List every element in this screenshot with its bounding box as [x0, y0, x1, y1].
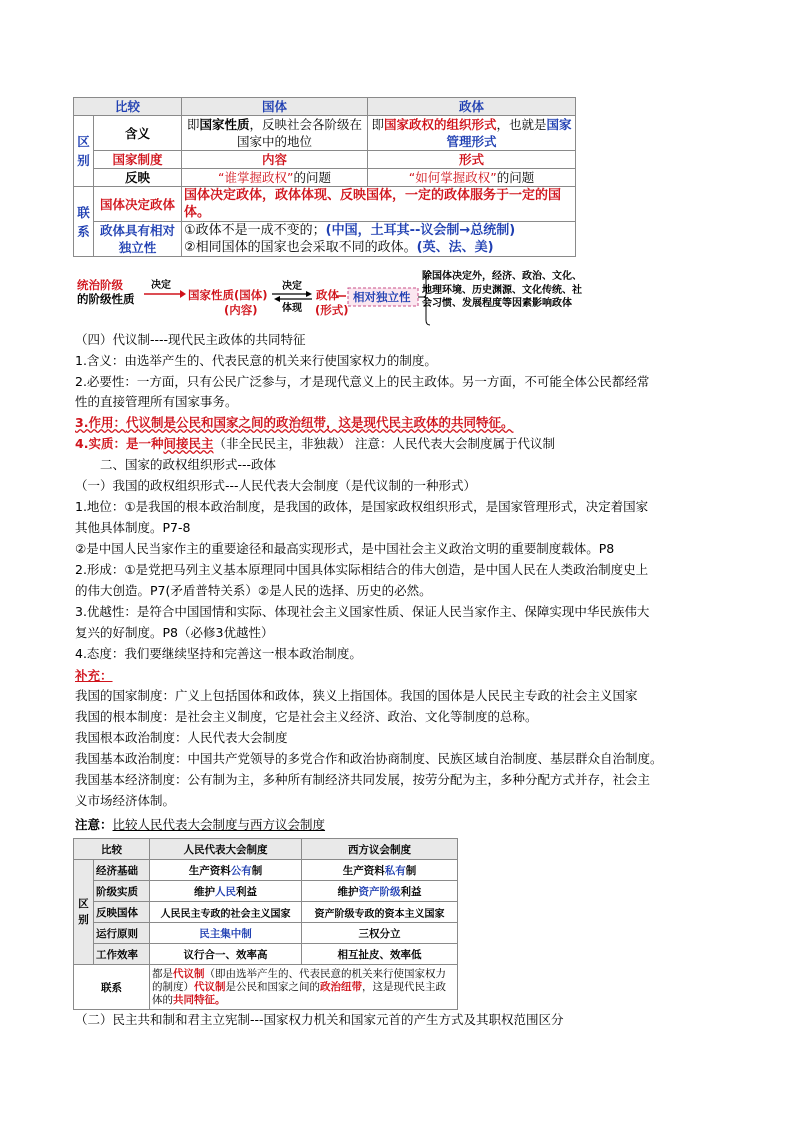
- text-line-shizhi: 4.实质：是一种间接民主（非全民民主，非独裁） 注意：人民代表大会制度属于代议制: [75, 436, 555, 451]
- cell-yihui: 资产阶级专政的资本主义国家: [302, 902, 458, 923]
- row-label-hanyi: 含义: [94, 116, 182, 151]
- heading-zhengti: 二、国家的政权组织形式---政体: [100, 457, 277, 472]
- text-line: 我国基本经济制度：公有制为主，多种所有制经济共同发展，按劳分配为主，多种分配方式并存，社会主: [75, 772, 651, 787]
- row-label: 经济基础: [94, 860, 150, 881]
- text-line: 我国的根本制度：是社会主义制度，它是社会主义经济、政治、文化等制度的总称。: [75, 709, 538, 724]
- cell-yihui: 三权分立: [302, 923, 458, 944]
- label-decide-1: 决定: [151, 280, 171, 291]
- table-row: [74, 222, 576, 257]
- arrowhead-1: [180, 290, 186, 298]
- cell-zhengti-zhidu: 形式: [368, 151, 576, 169]
- row-label-lianxi1: 国体决定政体: [94, 187, 182, 222]
- text-line-zhuyi: 注意：比较人民代表大会制度与西方议会制度: [75, 817, 326, 832]
- table-row: [74, 965, 458, 1010]
- row-label-fanying: 反映: [94, 169, 182, 187]
- diagram-note: 除国体决定外，经济、政治、文化、地理环境、历史渊源、文化传统、社会习惯、发展程度等因素影响政体: [422, 271, 582, 309]
- row-label-zhidu: 国家制度: [94, 151, 182, 169]
- text-line: 3.优越性：是符合中国国情和实际、体现社会主义国家性质、保证人民当家作主、保障实现中华民族伟大: [75, 604, 650, 619]
- table-row: [74, 944, 458, 965]
- text-line: 1.含义：由选举产生的、代表民意的机关来行使国家权力的制度。: [75, 353, 437, 368]
- header-renda: 人民代表大会制度: [150, 839, 302, 860]
- row-label: 工作效率: [94, 944, 150, 965]
- row-label: 阶级实质: [94, 881, 150, 902]
- label-decide-2: 决定: [282, 281, 302, 292]
- table-header-row: [74, 98, 576, 116]
- header-compare: 比较: [74, 98, 182, 116]
- row-label-lianxi: 联系: [74, 965, 150, 1010]
- cell-lianxi2: ①政体不是一成不变的；(中国，土耳其--议会制→总统制) ②相同国体的国家也会采取不同的政体。(英、法、美): [182, 222, 576, 257]
- cell-zhengti-hanyi: 即国家政权的组织形式，也就是国家管理形式: [368, 116, 576, 151]
- table-row: [74, 860, 458, 881]
- text-line: 义市场经济体制。: [75, 793, 176, 808]
- cell-guoti-fanying: “谁掌握政权”的问题: [182, 169, 368, 187]
- arrowhead-3: [274, 296, 280, 302]
- text-line: 其他具体制度。P7-8: [75, 520, 191, 535]
- text-line: 2.形成：①是党把马列主义基本原理同中国具体实际相结合的伟大创造，是中国人民在人类政治制度史上: [75, 562, 649, 577]
- header-zhengti: 政体: [368, 98, 576, 116]
- cell-yihui: 生产资料私有制: [302, 860, 458, 881]
- header-yihui: 西方议会制度: [302, 839, 458, 860]
- text-line: 2.必要性：一方面，只有公民广泛参与，才是现代意义上的民主政体。另一方面，不可能全体公民都经常: [75, 374, 650, 389]
- table-row: [74, 116, 576, 151]
- heading-daiyizhi: （四）代议制----现代民主政体的共同特征: [75, 332, 306, 347]
- header-guoti: 国体: [182, 98, 368, 116]
- cell-yihui: 维护资产阶级利益: [302, 881, 458, 902]
- table-row: [74, 881, 458, 902]
- label-class-a: 统治阶级: [77, 278, 123, 292]
- cell-renda: 维护人民利益: [150, 881, 302, 902]
- cell-renda: 生产资料公有制: [150, 860, 302, 881]
- row-label-lianxi2: 政体具有相对独立性: [94, 222, 182, 257]
- table-header-row: [74, 839, 458, 860]
- cell-yihui: 相互扯皮、效率低: [302, 944, 458, 965]
- side-label-lianxi: 联系: [74, 187, 94, 257]
- text-line: 我国的国家制度：广义上包括国体和政体，狭义上指国体。我国的国体是人民民主专政的社会主义国家: [75, 688, 638, 703]
- text-line: 性的直接管理所有国家事务。: [75, 394, 238, 409]
- label-tixian: 体现: [282, 303, 302, 314]
- cell-guoti-hanyi: 即国家性质，反映社会各阶级在国家中的地位: [182, 116, 368, 151]
- label-neirong: (内容): [224, 303, 258, 317]
- label-xiangdui: 相对独立性: [353, 290, 411, 304]
- row-label: 运行原则: [94, 923, 150, 944]
- heading-renda: （一）我国的政权组织形式---人民代表大会制度（是代议制的一种形式）: [75, 478, 477, 493]
- cell-renda: 民主集中制: [150, 923, 302, 944]
- cell-renda: 议行合一、效率高: [150, 944, 302, 965]
- label-buchong: 补充：: [75, 668, 113, 683]
- table-row: [74, 187, 576, 222]
- text-line: 的伟大创造。P7(矛盾普特关系）②是人民的选择、历史的必然。: [75, 583, 432, 598]
- side-label-qubie: 区别: [74, 116, 94, 187]
- label-guojia-xingzhi: 国家性质(国体): [188, 288, 268, 302]
- cell-lianxi1: 国体决定政体，政体体现、反映国体，一定的政体服务于一定的国体。: [182, 187, 576, 222]
- guoti-zhengti-diagram: [74, 268, 584, 328]
- table-row: [74, 151, 576, 169]
- text-line: 我国根本政治制度：人民代表大会制度: [75, 730, 288, 745]
- text-line: ②是中国人民当家作主的重要途径和最高实现形式，是中国社会主义政治文明的重要制度载体。P8: [75, 541, 615, 556]
- text-line: 4.态度：我们要继续坚持和完善这一根本政治制度。: [75, 646, 362, 661]
- cell-zhengti-fanying: “如何掌握政权”的问题: [368, 169, 576, 187]
- table-row: [74, 902, 458, 923]
- label-zhengti: 政体: [316, 288, 339, 302]
- row-label: 反映国体: [94, 902, 150, 923]
- header-compare: 比较: [74, 839, 150, 860]
- text-line: 我国基本政治制度：中国共产党领导的多党合作和政治协商制度、民族区域自治制度、基层群众自治制度。: [75, 751, 663, 766]
- text-line: 1.地位：①是我国的根本政治制度，是我国的政体，是国家政权组织形式，是国家管理形式，决定着国家: [75, 499, 649, 514]
- cell-lianxi: 都是代议制（即由选举产生的、代表民意的机关来行使国家权力的制度）代议制是公民和国家之间的政治纽带，这是现代民主政体的共同特征。: [150, 965, 458, 1010]
- cell-guoti-zhidu: 内容: [182, 151, 368, 169]
- text-line-zuoyong: 3.作用：代议制是公民和国家之间的政治纽带，这是现代民主政体的共同特征。: [75, 415, 514, 430]
- text-line: 复兴的好制度。P8（必修3优越性）: [75, 625, 274, 640]
- guoti-zhengti-table: [73, 97, 576, 257]
- side-label-qubie: 区别: [74, 860, 94, 965]
- label-class-b: 的阶级性质: [77, 292, 135, 306]
- cell-renda: 人民民主专政的社会主义国家: [150, 902, 302, 923]
- renda-vs-yihui-table: [73, 838, 458, 1010]
- label-xingshi: (形式): [315, 303, 349, 317]
- arrowhead-2: [306, 291, 312, 297]
- table-row: [74, 169, 576, 187]
- table-row: [74, 923, 458, 944]
- heading-gonghe: （二）民主共和制和君主立宪制---国家权力机关和国家元首的产生方式及其职权范围区分: [75, 1012, 564, 1027]
